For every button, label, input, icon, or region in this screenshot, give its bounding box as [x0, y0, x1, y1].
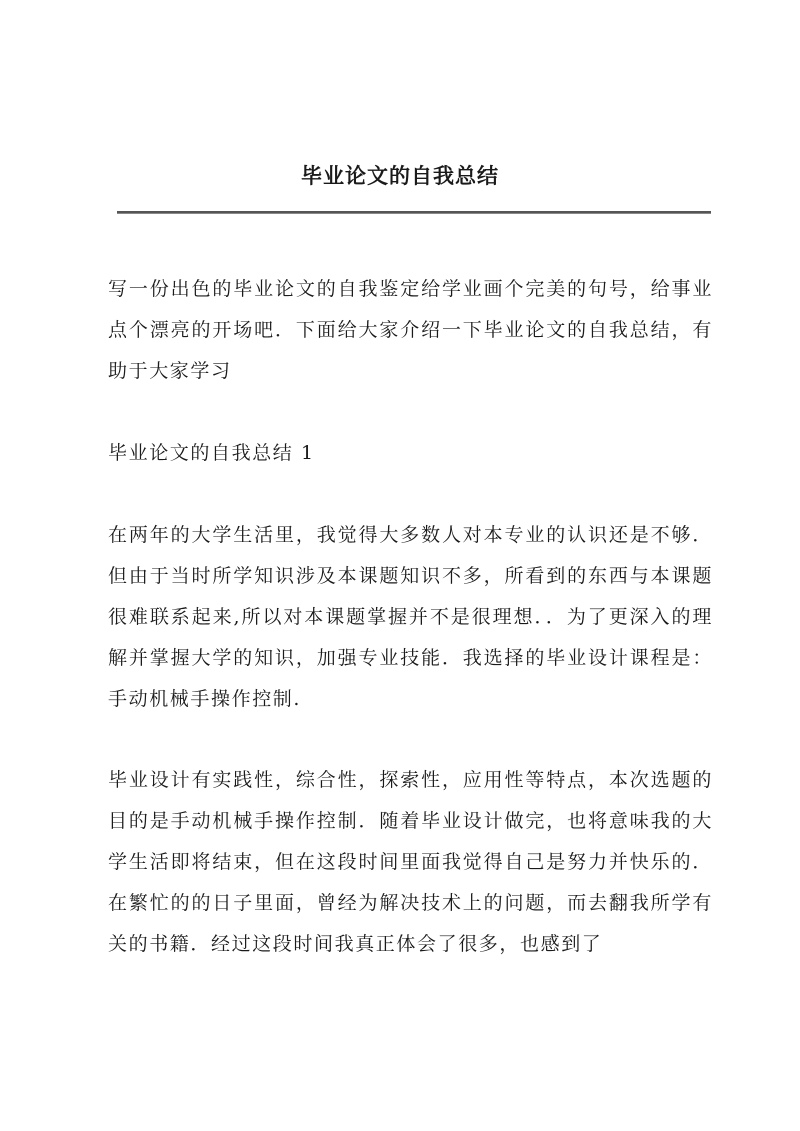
document-title: 毕业论文的自我总结	[301, 163, 499, 188]
section-heading: 毕业论文的自我总结 1	[108, 442, 315, 464]
body-paragraph: 毕业设计有实践性，综合性，探索性，应用性等特点，本次选题的目的是手动机械手操作控制．随着毕业设计做完，也将意味我的大学生活即将结束，但在这段时间里面我觉得自己是努力并快乐的．在繁忙的的日子里面，曾经为解决技术上的问题，而去翻我所学有关的书籍．经过这段时间我真正体会了很多，也感到了	[108, 769, 713, 955]
title-divider	[117, 211, 711, 214]
body-paragraph: 在两年的大学生活里，我觉得大多数人对本专业的认识还是不够．但由于当时所学知识涉及本课题知识不多，所看到的东西与本课题很难联系起来,所以对本课题掌握并不是很理想．．为了更深入的理解并掌握大学的知识，加强专业技能．我选择的毕业设计课程是：手动机械手操作控制.	[108, 524, 713, 710]
intro-paragraph: 写一份出色的毕业论文的自我鉴定给学业画个完美的句号，给事业点个漂亮的开场吧．下面给大家介绍一下毕业论文的自我总结，有助于大家学习	[108, 278, 713, 382]
